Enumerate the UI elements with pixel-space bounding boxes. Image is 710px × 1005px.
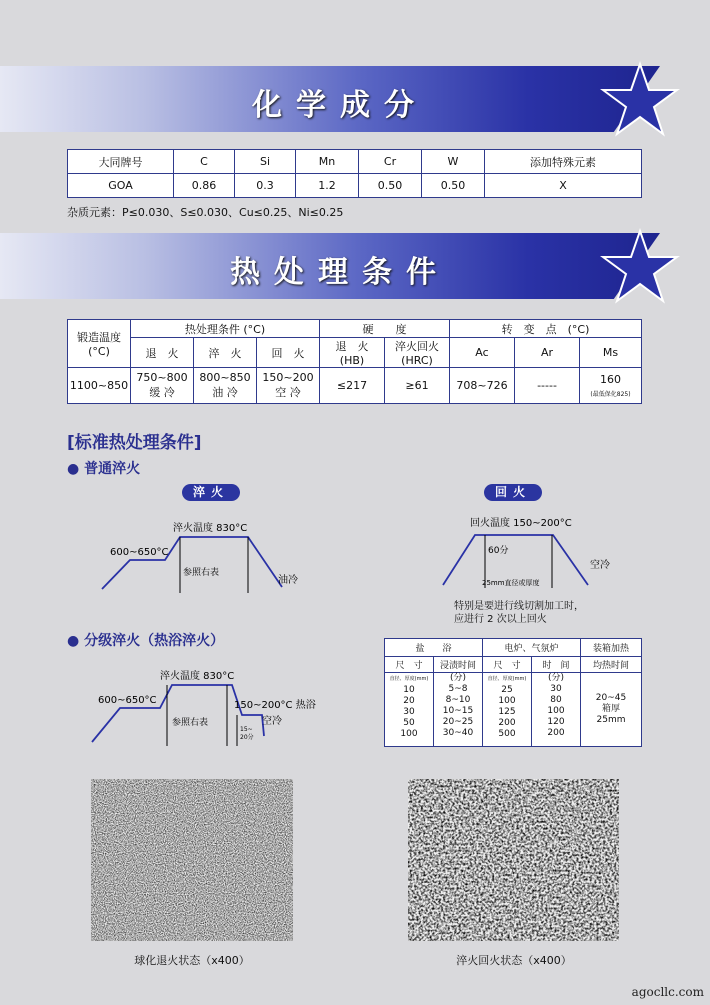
s-min-label-1: 15~ [240, 726, 253, 733]
forging-val: 1100~850 [68, 368, 131, 404]
banner-heat-title: 热处理条件 [230, 255, 450, 290]
temper-head: 回 火 [257, 338, 320, 368]
temper-note-1: 特别是要进行线切割加工时， [454, 601, 584, 612]
quench-diagram [100, 515, 315, 595]
hrc-head: 淬火回火 (HRC) [385, 338, 450, 368]
chem-head: 大同牌号 [68, 150, 174, 174]
soak-bath-time: (分) 5~8 8~10 10~15 20~25 30~40 [434, 673, 483, 747]
anneal-head: 退 火 [131, 338, 194, 368]
step-quench-title: ● 分级淬火（热浴淬火） [67, 633, 225, 649]
star-icon [600, 227, 680, 305]
quench-val: 800~850 油 冷 [194, 368, 257, 404]
impurity-note: 杂质元素：P≤0.030、S≤0.030、Cu≤0.25、Ni≤0.25 [67, 206, 344, 219]
micrograph-spheroidized [91, 779, 293, 941]
soak-bath-size: 直径、厚度(mm) 10 20 30 50 100 [385, 673, 434, 747]
chem-cell: 1.2 [296, 174, 359, 198]
pill-temper: 回火 [484, 484, 542, 501]
chem-head: Si [235, 150, 296, 174]
soak-sub: 浸渍时间 [434, 657, 483, 673]
chem-head: 添加特殊元素 [485, 150, 642, 174]
micrograph-quench-temper [408, 779, 619, 941]
heat-table [67, 319, 642, 404]
s-bath-label: 150~200°C 热浴 [234, 700, 316, 711]
ms-val: 160 (最低保化825) [580, 368, 642, 404]
ac-head: Ac [450, 338, 515, 368]
s-pre-label: 600~650°C [98, 695, 157, 706]
t-thick-label: 25mm直径或厚度 [482, 579, 540, 587]
q-pre-label: 600~650°C [110, 547, 169, 558]
normal-quench-title: ● 普通淬火 [67, 461, 141, 477]
chem-head: C [174, 150, 235, 174]
ar-val: ----- [515, 368, 580, 404]
soak-sub: 尺 寸 [483, 657, 532, 673]
ac-val: 708~726 [450, 368, 515, 404]
chem-cell: 0.3 [235, 174, 296, 198]
t-top-label: 回火温度 150~200°C [470, 518, 572, 529]
banner-chemistry-title: 化学成分 [252, 88, 428, 123]
soak-box-val: 20~45 箱厚 25mm [581, 673, 642, 747]
quench-head: 淬 火 [194, 338, 257, 368]
chem-cell: 0.50 [422, 174, 485, 198]
soak-elec-time: (分) 30 80 100 120 200 [532, 673, 581, 747]
step-quench-diagram [90, 668, 330, 748]
chem-cell: GOA [68, 174, 174, 198]
hrc-val: ≥61 [385, 368, 450, 404]
chem-head: Cr [359, 150, 422, 174]
temper-val: 150~200 空 冷 [257, 368, 320, 404]
chem-cell: X [485, 174, 642, 198]
chem-head: Mn [296, 150, 359, 174]
anneal-val: 750~800 缓 冷 [131, 368, 194, 404]
chem-cell: 0.50 [359, 174, 422, 198]
soak-sub: 尺 寸 [385, 657, 434, 673]
cond-head: 热处理条件 (°C) [131, 320, 320, 338]
soak-elec-size: 直径、厚度(mm) 25 100 125 200 500 [483, 673, 532, 747]
soak-box-head: 装箱加热 [581, 639, 642, 657]
q-ref-label: 参照右表 [183, 568, 220, 578]
hardness-head: 硬 度 [320, 320, 450, 338]
forging-head: 锻造温度 (°C) [68, 320, 131, 368]
caption-left: 球化退火状态（x400） [134, 954, 250, 967]
hb-head: 退 火 (HB) [320, 338, 385, 368]
soak-sub: 时 间 [532, 657, 581, 673]
q-top-label: 淬火温度 830°C [173, 523, 248, 534]
temper-diagram [440, 513, 620, 593]
s-top-label: 淬火温度 830°C [160, 671, 235, 682]
t-cool-label: 空冷 [590, 560, 610, 571]
q-cool-label: 油冷 [278, 575, 298, 586]
soak-table [384, 638, 642, 747]
soak-bath-head: 盐 浴 [385, 639, 483, 657]
soak-elec-head: 电炉、气氛炉 [483, 639, 581, 657]
star-icon [600, 60, 680, 138]
caption-right: 淬火回火状态（x400） [456, 954, 572, 967]
watermark: agocllc.com [631, 985, 704, 999]
chem-head: W [422, 150, 485, 174]
soak-sub: 均热时间 [581, 657, 642, 673]
ms-head: Ms [580, 338, 642, 368]
s-ref-label: 参照右表 [172, 718, 209, 728]
chem-cell: 0.86 [174, 174, 235, 198]
t-time-label: 60分 [488, 546, 509, 556]
chem-table [67, 149, 642, 198]
s-air-label: 空冷 [262, 716, 282, 727]
hb-val: ≤217 [320, 368, 385, 404]
s-min-label-2: 20分 [240, 734, 254, 741]
ar-head: Ar [515, 338, 580, 368]
std-title: [标准热处理条件] [67, 433, 202, 453]
transform-head: 转 变 点 (°C) [450, 320, 642, 338]
temper-note-2: 应进行 2 次以上回火 [454, 614, 547, 625]
pill-quench: 淬火 [182, 484, 240, 501]
